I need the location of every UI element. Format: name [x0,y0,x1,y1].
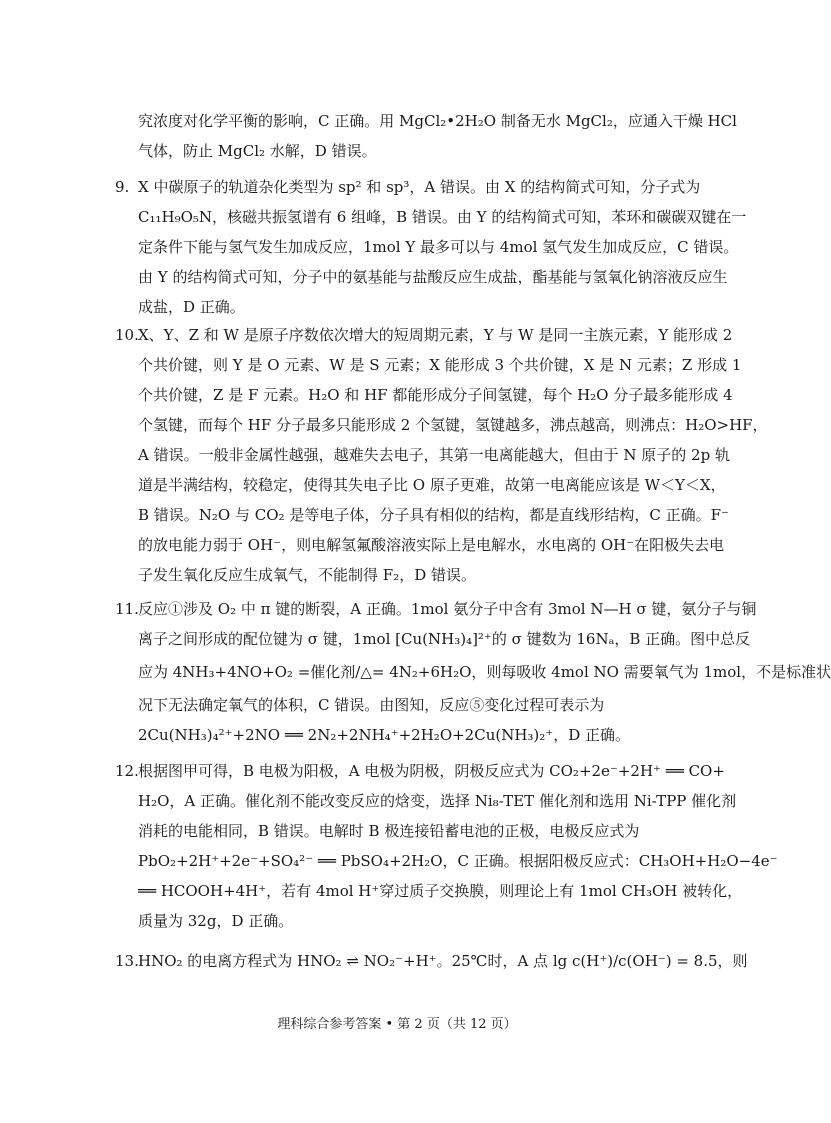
text-line: X、Y、Z 和 W 是原子序数依次增大的短周期元素，Y 与 W 是同一主族元素，Y 能形成 2 [138,326,733,344]
item-number: 10. [115,326,139,344]
text-line: X 中碳原子的轨道杂化类型为 sp² 和 sp³，A 错误。由 X 的结构简式可知，分子式为 [138,178,701,196]
text-line: 个共价键，Z 是 F 元素。H₂O 和 HF 都能形成分子间氢键，每个 H₂O 分子最多能形成 4 [138,386,733,404]
answer-item-12 [115,756,778,936]
text-line: 究浓度对化学平衡的影响，C 正确。用 MgCl₂•2H₂O 制备无水 MgCl₂，应通入干燥 HCl [138,112,737,130]
text-line: 2Cu(NH₃)₄²⁺+2NO ══ 2N₂+2NH₄⁺+2H₂O+2Cu(NH₃)₂⁺，D 正确。 [138,726,631,744]
text-line: B 错误。N₂O 与 CO₂ 是等电子体，分子具有相似的结构，都是直线形结构，C 正确。F⁻ [138,506,729,524]
text-line: 反应①涉及 O₂ 中 π 键的断裂，A 正确。1mol 氨分子中含有 3mol N—H σ 键，氨分子与铜 [138,600,757,618]
answer-item-9 [115,172,747,322]
text-line: ══ HCOOH+4H⁺，若有 4mol H⁺穿过质子交换膜，则理论上有 1mol CH₃OH 被转化， [138,882,743,900]
text-line: 个共价键，则 Y 是 O 元素、W 是 S 元素；X 能形成 3 个共价键，X 是 N 元素；Z 形成 1 [138,356,742,374]
text-line: 况下无法确定氧气的体积，C 错误。由图知，反应⑤变化过程可表示为 [138,696,605,714]
text-line: 道是半满结构，较稳定，使得其失电子比 O 原子更难，故第一电离能应该是 W＜Y＜X， [138,476,726,494]
lead-paragraph [138,106,737,166]
text-line: 根据图甲可得，B 电极为阳极，A 电极为阴极，阴极反应式为 CO₂+2e⁻+2H⁺ ══ CO+ [138,762,725,780]
answer-item-13 [115,946,748,976]
text-line: 定条件下能与氢气发生加成反应，1mol Y 最多可以与 4mol 氢气发生加成反应，C 错误。 [138,238,739,256]
answer-item-10 [115,320,768,590]
item-number: 9. [115,178,130,196]
text-line: 消耗的电能相同，B 错误。电解时 B 极连接铅蓄电池的正极，电极反应式为 [138,822,640,840]
item-number: 12. [115,762,139,780]
text-line: 气体，防止 MgCl₂ 水解，D 错误。 [138,142,377,160]
item-number: 11. [115,600,139,618]
text-line: 由 Y 的结构简式可知，分子中的氨基能与盐酸反应生成盐，酯基能与氢氧化钠溶液反应生 [138,268,728,286]
text-line: 离子之间形成的配位键为 σ 键，1mol [Cu(NH₃)₄]²⁺的 σ 键数为 16Nₐ，B 正确。图中总反 [138,630,751,648]
page-footer: 理科综合参考答案 • 第 2 页（共 12 页） [277,1017,517,1032]
text-line: C₁₁H₉O₅N，核磁共振氢谱有 6 组峰，B 错误。由 Y 的结构简式可知，苯环和碳碳双键在一 [138,208,747,226]
text-line: 应为 4NH₃+4NO+O₂ =催化剂/△= 4N₂+6H₂O，则每吸收 4mol NO 需要氧气为 1mol，不是标准状 [138,663,831,681]
item-number: 13. [115,952,139,970]
text-line: HNO₂ 的电离方程式为 HNO₂ ⇌ NO₂⁻+H⁺。25℃时，A 点 lg c(H⁺)/c(OH⁻) = 8.5，则 [138,952,748,970]
text-line: 的放电能力弱于 OH⁻，则电解氢氟酸溶液实际上是电解水，水电离的 OH⁻在阳极失去电 [138,536,725,554]
text-line: PbO₂+2H⁺+2e⁻+SO₄²⁻ ══ PbSO₄+2H₂O，C 正确。根据阳极反应式：CH₃OH+H₂O−4e⁻ [138,852,778,870]
text-line: 个氢键，而每个 HF 分子最多只能形成 2 个氢键，氢键越多，沸点越高，则沸点：H₂O>HF， [138,416,768,434]
text-line: 质量为 32g，D 正确。 [138,912,294,930]
text-line: H₂O，A 正确。催化剂不能改变反应的焓变，选择 Ni₈-TET 催化剂和选用 Ni-TPP 催化剂 [138,792,737,810]
answer-item-11 [115,594,831,750]
text-line: A 错误。一般非金属性越强，越难失去电子，其第一电离能越大，但由于 N 原子的 2p 轨 [138,446,730,464]
text-line: 成盐，D 正确。 [138,298,245,316]
text-line: 子发生氧化反应生成氧气，不能制得 F₂，D 错误。 [138,566,476,584]
